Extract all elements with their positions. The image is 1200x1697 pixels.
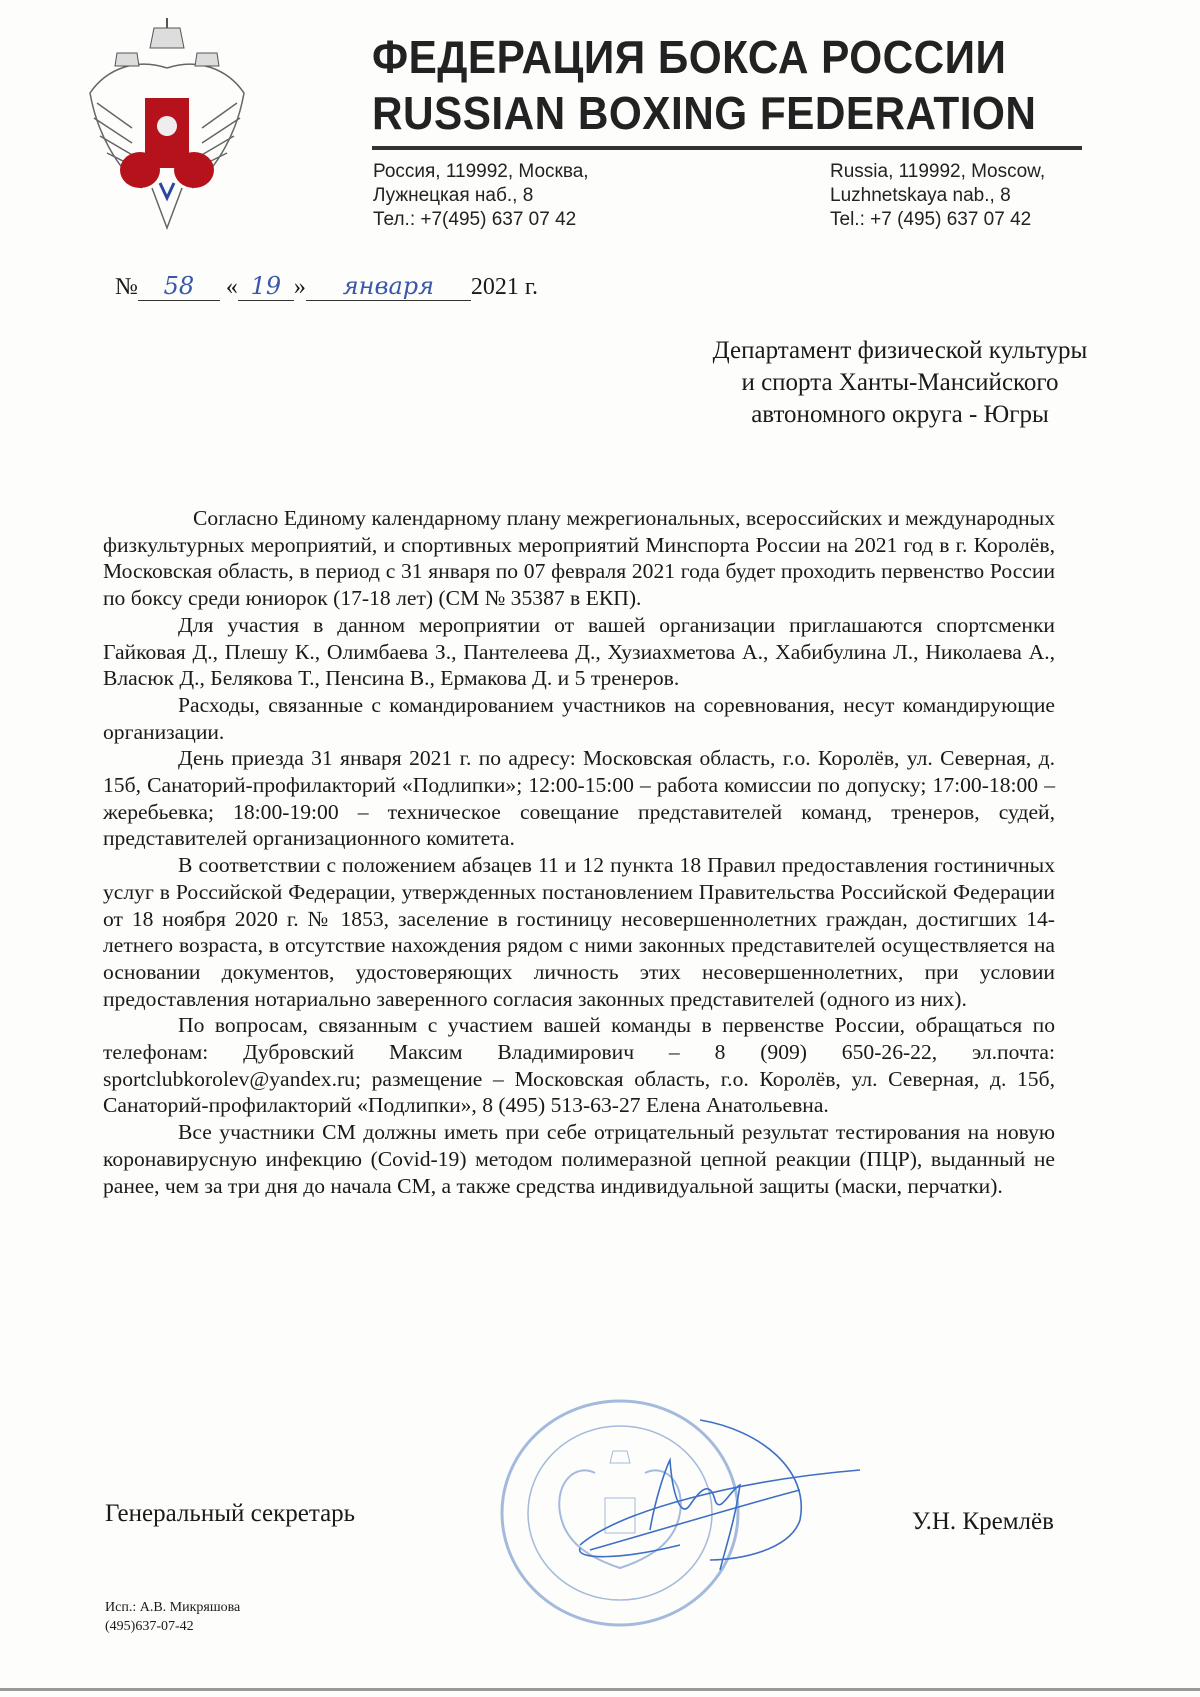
executor-block xyxy=(105,1598,240,1636)
scan-edge xyxy=(0,1688,1200,1691)
phone-line: Tel.: +7 (495) 637 07 42 xyxy=(830,209,1032,230)
letter-day: 19 xyxy=(238,272,294,301)
recipient-line: и спорта Ханты-Мансийского xyxy=(741,369,1059,396)
number-label: № xyxy=(115,274,138,300)
paragraph: Согласно Единому календарному плану межрегиональных, всероссийских и международных физкультурных мероприятий, и спортивных мероприятий Минспорта России на 2021 год в г. Королёв, Московская область, в период с 31 января по 07 февраля 2021 года будет проходить первенство России по боксу среди юниорок (17-18 лет) (СМ № 35387 в ЕКП). xyxy=(103,506,1055,611)
address-line: Luzhnetskaya nab., 8 xyxy=(830,185,1011,206)
letter-month: января xyxy=(306,272,471,301)
address-line: Russia, 119992, Moscow, xyxy=(830,161,1046,182)
address-line: Лужнецкая наб., 8 xyxy=(373,185,534,206)
recipient-line: автономного округа - Югры xyxy=(751,401,1049,428)
letter-body xyxy=(103,505,1055,1199)
handwritten-signature xyxy=(560,1410,880,1580)
reference-line xyxy=(115,272,538,301)
paragraph: В соответствии с положением абзацев 11 и 12 пункта 18 Правил предоставления гостиничных услуг в Российской Федерации, утвержденных постановлением Правительства Российской Федерации от 18 ноября 2020 г. № 1853, заселение в гостиницу несовершеннолетних граждан, достигших 14-летнего возраста, в отсутствие нахождения рядом с ними законных представителей осуществляется на основании документов, удостоверяющих личность этих несовершеннолетних, при условии предоставления нотариально заверенного согласия законных представителей (одного из них). xyxy=(103,853,1055,1011)
header-divider xyxy=(372,146,1082,150)
recipient-line: Департамент физической культуры xyxy=(712,337,1088,364)
quote: » xyxy=(293,274,306,300)
paragraph: Все участники СМ должны иметь при себе отрицательный результат тестирования на новую коронавирусную инфекцию (Covid-19) методом полимеразной цепной реакции (ПЦР), выданный не ранее, чем за три дня до начала СМ, а также средства индивидуальной защиты (маски, перчатки). xyxy=(103,1120,1055,1198)
paragraph: По вопросам, связанным с участием вашей команды в первенстве России, обращаться по телефонам: Дубровский Максим Владимирович – 8 (909) 650-26-22, эл.почта: sportclubkorolev@yandex.ru; размещение – Московская область, г.о. Королёв, ул. Северная, д. 15б, Санаторий-профилакторий «Подлипки», 8 (495) 513-63-27 Елена Анатольевна. xyxy=(103,1013,1055,1118)
quote: « xyxy=(225,274,238,300)
phone-line: Тел.: +7(495) 637 07 42 xyxy=(373,209,577,230)
org-name-ru: ФЕДЕРАЦИЯ БОКСА РОССИИ xyxy=(372,31,1007,83)
letter-year: 2021 г. xyxy=(470,274,539,300)
federation-emblem-logo xyxy=(82,18,252,233)
address-en xyxy=(830,160,1045,232)
recipient-block xyxy=(640,335,1160,431)
letter-number: 58 xyxy=(138,272,220,301)
org-name-en: RUSSIAN BOXING FEDERATION xyxy=(372,87,1037,139)
signatory-name: У.Н. Кремлёв xyxy=(912,1508,1054,1535)
signatory-title: Генеральный секретарь xyxy=(105,1500,356,1527)
paragraph: День приезда 31 января 2021 г. по адресу: Московская область, г.о. Королёв, ул. Северная, д. 15б, Санаторий-профилакторий «Подлипки»; 12:00-15:00 – работа комиссии по допуску; 17:00-18:00 – жеребьевка; 18:00-19:00 – техническое совещание представителей команд, тренеров, судей, представителей организационного комитета. xyxy=(103,746,1055,851)
paragraph: Для участия в данном мероприятии от вашей организации приглашаются спортсменки Гайковая Д., Плешу К., Олимбаева З., Пантелеева Д., Хузиахметова А., Хабибулина Л., Николаева А., Власюк Д., Белякова Т., Пенсина В., Ермакова Д. и 5 тренеров. xyxy=(103,612,1055,691)
executor-name: Исп.: А.В. Микряшова xyxy=(105,1600,241,1615)
address-ru xyxy=(373,160,589,232)
executor-phone: (495)637-07-42 xyxy=(105,1619,194,1634)
address-line: Россия, 119992, Москва, xyxy=(373,161,589,182)
paragraph: Расходы, связанные с командированием участников на соревнования, несут командирующие организации. xyxy=(103,692,1055,744)
